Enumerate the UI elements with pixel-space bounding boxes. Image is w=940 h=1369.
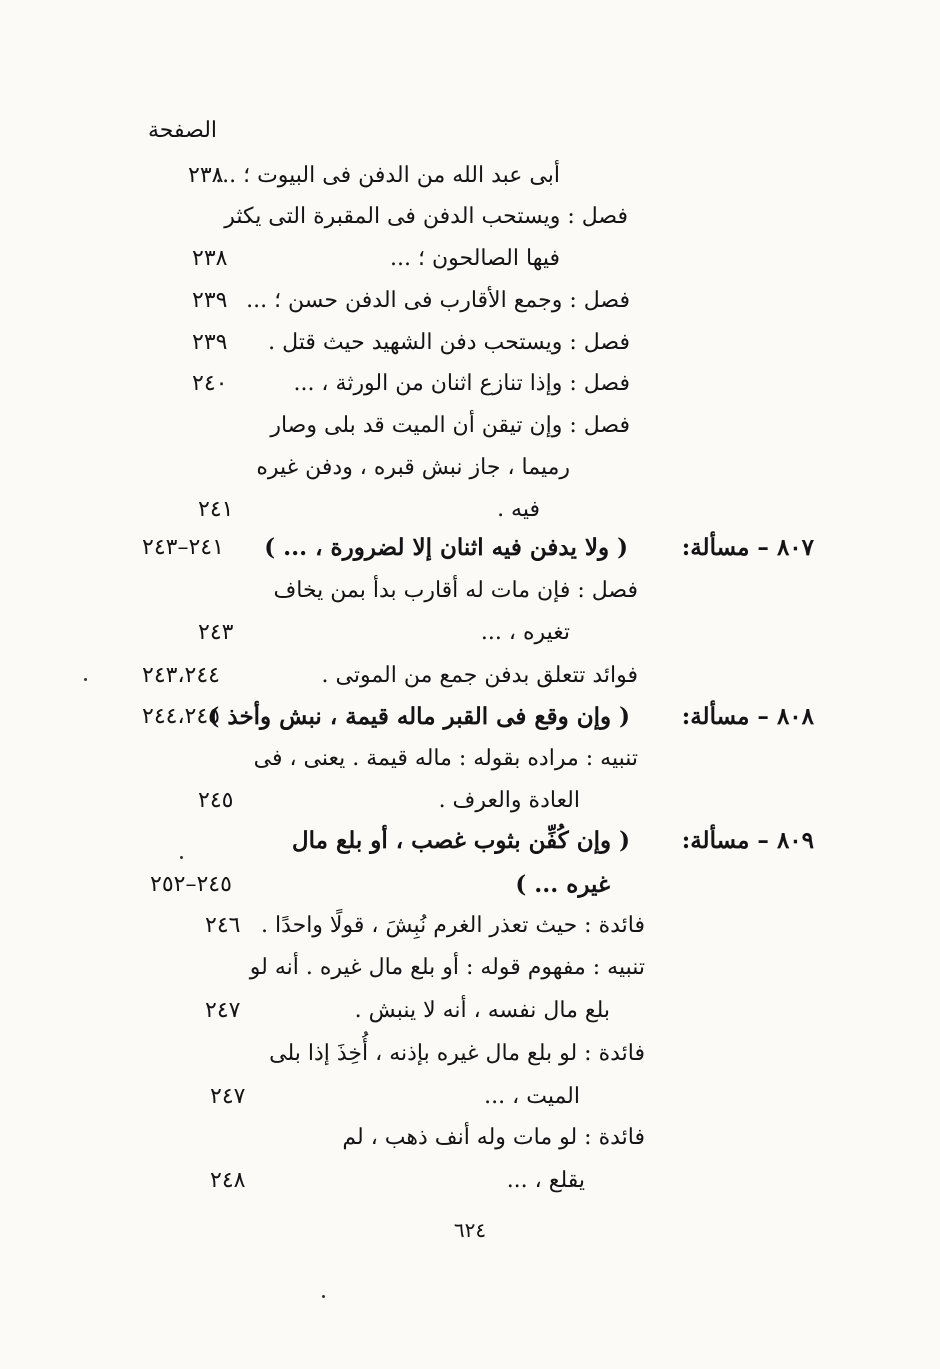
entry-text: فيه . [497, 497, 540, 522]
entry-text: أبى عبد الله من الدفن فى البيوت ؛ ... [215, 163, 560, 188]
entry-text: فائدة : لو بلع مال غيره بإذنه ، أُخِذَ إذا بلى [269, 1041, 645, 1066]
question-number-809: ٨٠٩ – مسألة: [681, 827, 814, 854]
scan-speck [322, 1295, 325, 1298]
entry-text: بلع مال نفسه ، أنه لا ينبش . [354, 998, 610, 1023]
entry-text: فصل : فإن مات له أقارب بدأ بمن يخاف [273, 578, 638, 603]
question-number-807: ٨٠٧ – مسألة: [681, 534, 814, 561]
entry-page-ref: ٢٤٠ [192, 371, 228, 396]
entry-text: يقلع ، ... [506, 1168, 585, 1193]
entry-text: فيها الصالحون ؛ ... [390, 246, 560, 271]
page-number: ٦٢٤ [453, 1218, 487, 1242]
entry-text: تنبيه : مراده بقوله : ماله قيمة . يعنى ، فى [253, 746, 638, 771]
entry-text: العادة والعرف . [438, 788, 580, 813]
entry-page-ref: ٢٤١ [198, 497, 234, 522]
entry-text: الميت ، ... [484, 1084, 580, 1109]
scan-speck [84, 678, 87, 681]
entry-page-ref: ٢٤٤،٢٤٥ [142, 704, 220, 729]
entry-page-ref: ٢٣٨ [188, 163, 224, 188]
entry-page-ref: ٢٤٣،٢٤٤ [142, 663, 220, 688]
question-text: ( وإن كُفِّن بثوب غصب ، أو بلع مال [291, 827, 630, 854]
entry-page-ref: ٢٤٦ [205, 913, 241, 938]
entry-text: فائدة : لو مات وله أنف ذهب ، لم [342, 1125, 645, 1150]
entry-page-ref: ٢٤٥ [198, 788, 234, 813]
entry-page-ref: ٢٣٨ [192, 246, 228, 271]
entry-page-ref: ٢٤٧ [205, 998, 241, 1023]
entry-text: فصل : ويستحب دفن الشهيد حيث قتل . [268, 330, 630, 355]
entry-page-ref: ٢٤٧ [210, 1084, 246, 1109]
question-text: ( وإن وقع فى القبر ماله قيمة ، نبش وأخذ ) [208, 703, 630, 730]
entry-text: فصل : وإذا تنازع اثنان من الورثة ، ... [293, 371, 630, 396]
entry-text: تنبيه : مفهوم قوله : أو بلع مال غيره . أنه لو [249, 955, 645, 980]
page-column-header: الصفحة [148, 118, 218, 143]
entry-page-ref: ٢٤٣ [198, 620, 234, 645]
entry-page-ref: ٢٤٥–٢٥٢ [150, 872, 232, 897]
question-number-808: ٨٠٨ – مسألة: [681, 703, 814, 730]
entry-page-ref: ٢٣٩ [192, 330, 228, 355]
entry-text: رميما ، جاز نبش قبره ، ودفن غيره [256, 455, 570, 480]
question-text: ( ولا يدفن فيه اثنان إلا لضرورة ، ... ) [264, 534, 628, 561]
entry-page-ref: ٢٤٨ [210, 1168, 246, 1193]
scan-speck [180, 856, 183, 859]
entry-text: تغيره ، ... [480, 620, 570, 645]
entry-text: فصل : وإن تيقن أن الميت قد بلى وصار [270, 413, 630, 438]
entry-text: فصل : ويستحب الدفن فى المقبرة التى يكثر [224, 204, 628, 229]
question-text: غيره ... ) [515, 871, 610, 898]
entry-text: فائدة : حيث تعذر الغرم نُبِشَ ، قولًا واحدًا . [260, 913, 645, 938]
entry-page-ref: ٢٣٩ [192, 288, 228, 313]
entry-text: فصل : وجمع الأقارب فى الدفن حسن ؛ ... [246, 288, 630, 313]
entry-text: فوائد تتعلق بدفن جمع من الموتى . [321, 663, 638, 688]
entry-page-ref: ٢٤١–٢٤٣ [142, 535, 224, 560]
